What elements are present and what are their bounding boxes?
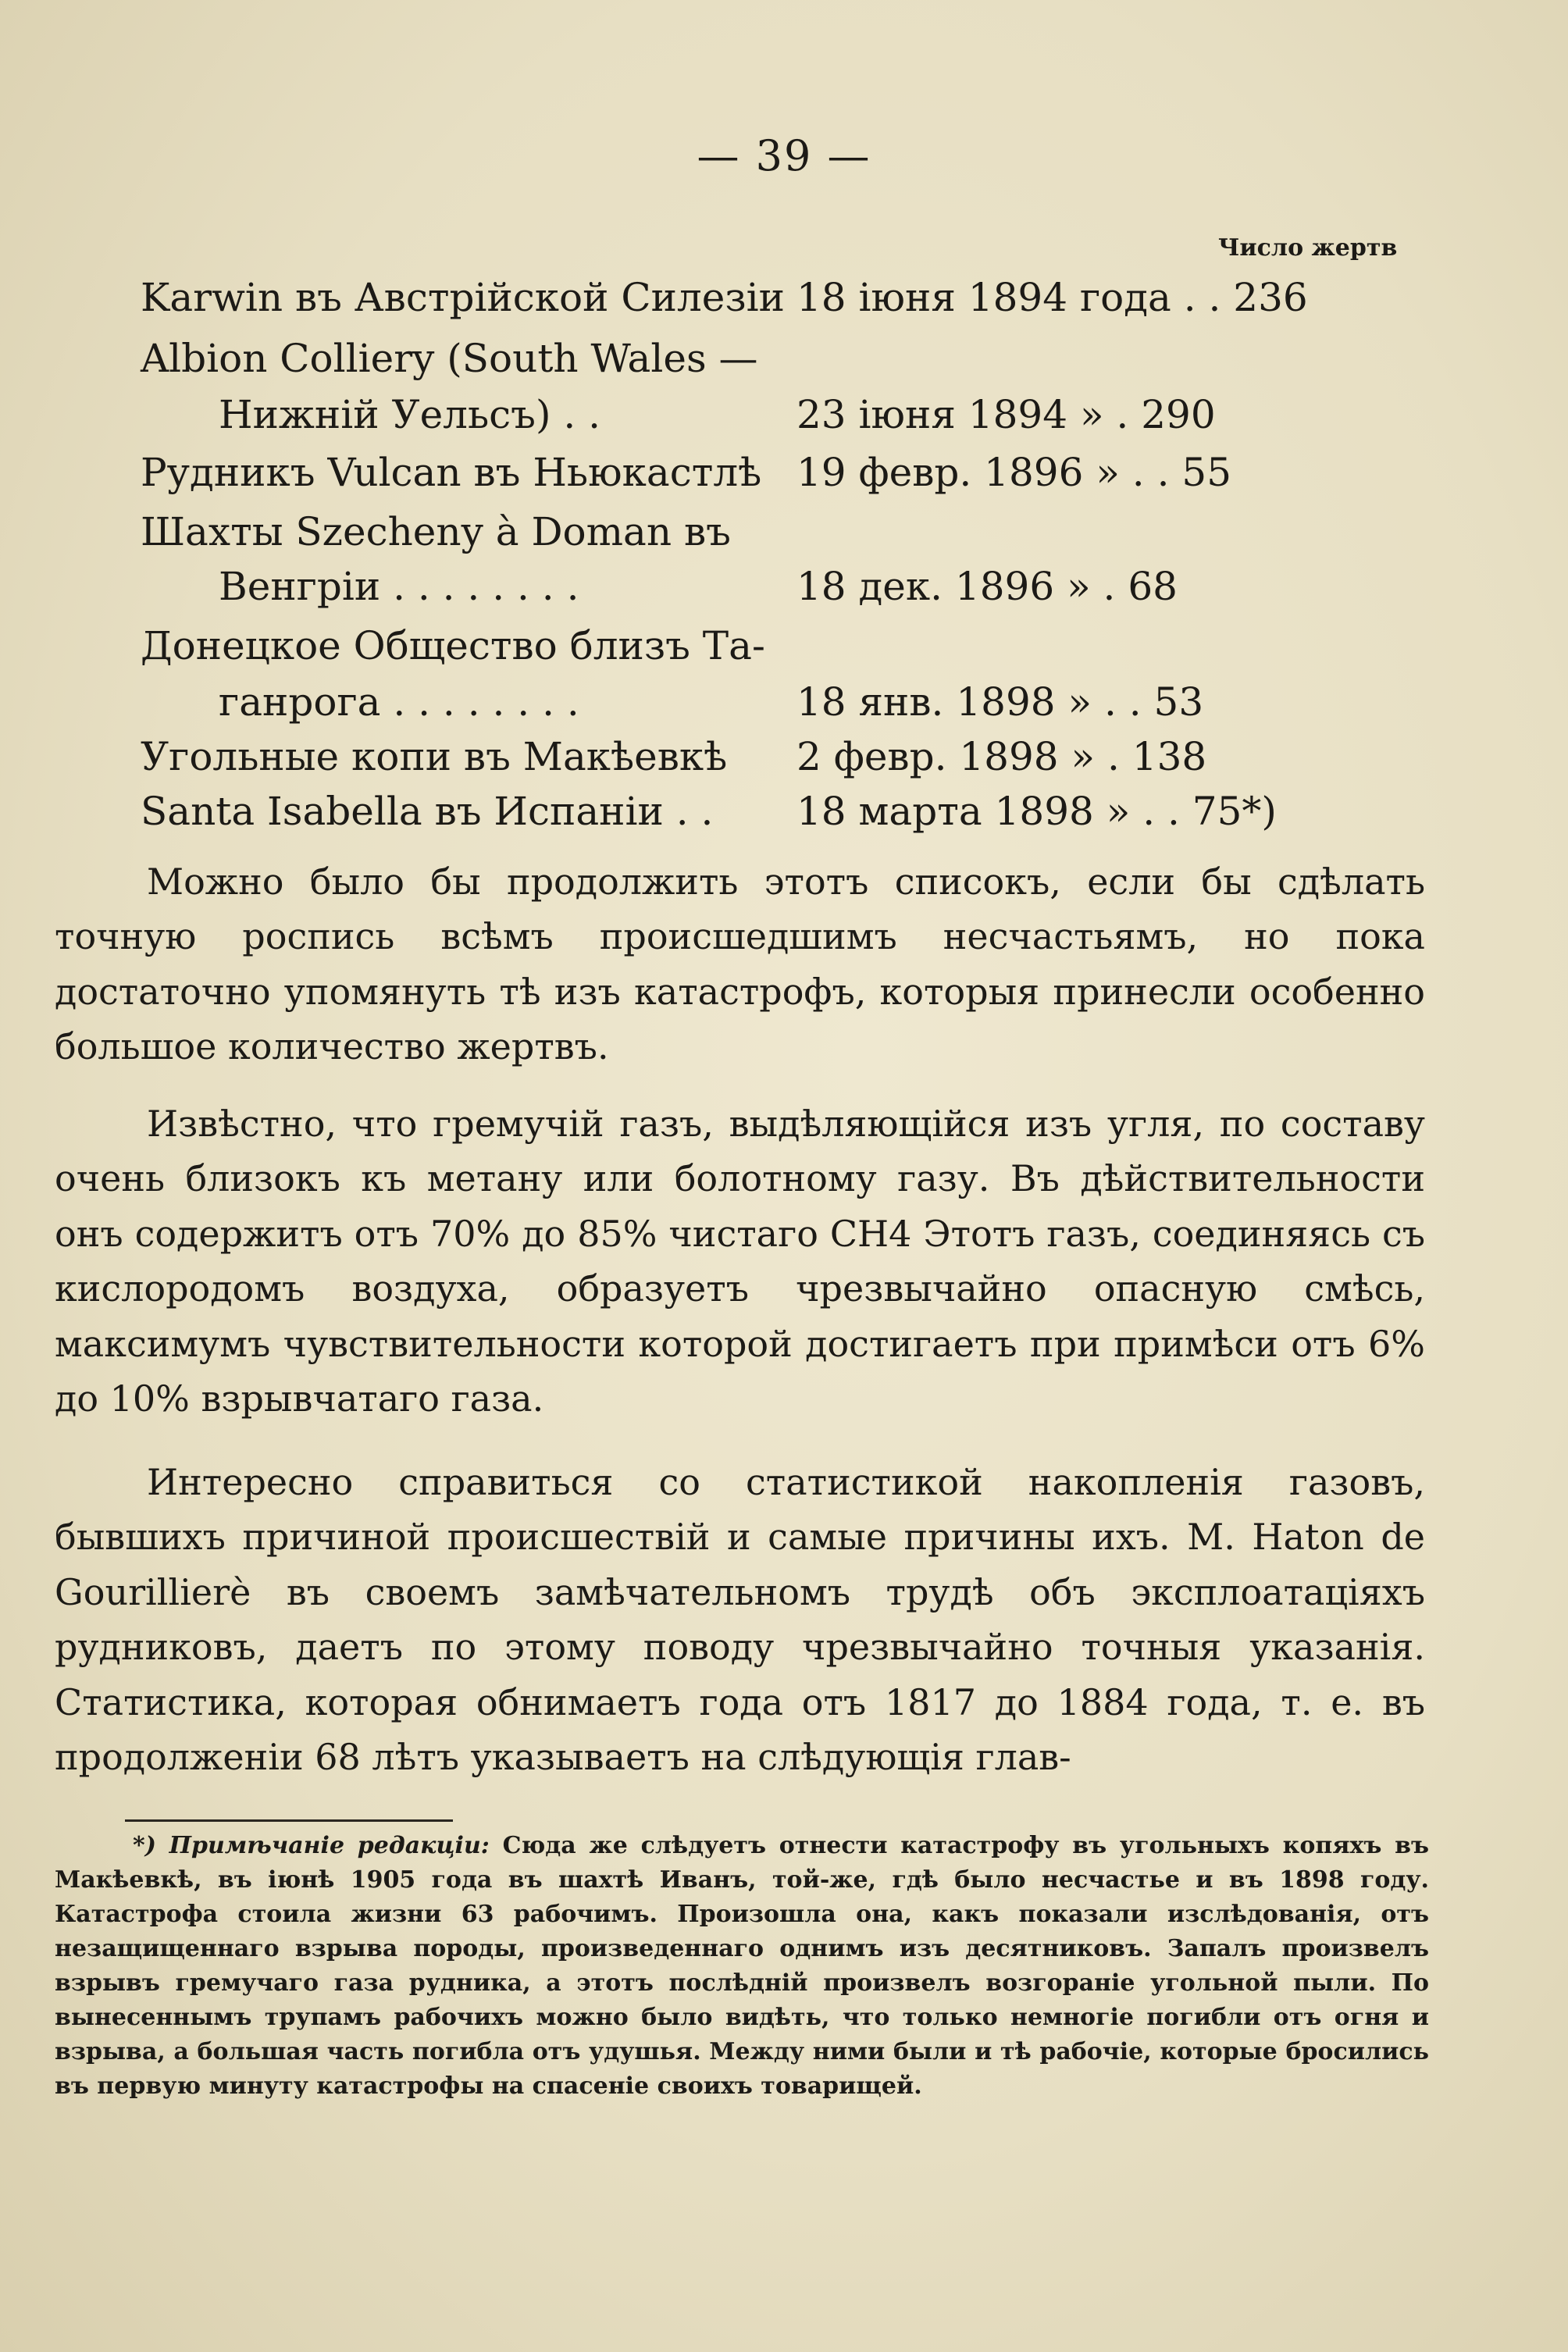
table-place: Santa Isabella въ Испаніи . . bbox=[141, 789, 714, 834]
table-date-count: 19 февр. 1896 » . . 55 bbox=[796, 450, 1232, 495]
footnote-text: Сюда же слѣдуетъ отнести катастрофу въ угольныхъ копяхъ въ Макѣевкѣ, въ іюнѣ 1905 года въ шахтѣ Иванъ, той-же, гдѣ было несчастье и въ 1898 году. Катастрофа стоила жизни 63 рабочимъ. Произошла она, какъ показали изслѣдованія, отъ незащищеннаго взрыва породы, произведеннаго однимъ изъ десятниковъ. Запалъ произвелъ взрывъ гремучаго газа рудника, а этотъ послѣдній произвелъ возгораніе угольной пыли. По вынесеннымъ трупамъ рабочихъ можно было видѣть, что только немногіе погибли отъ огня и взрыва, а большая часть погибла отъ удушья. Между ними были и тѣ рабочіе, которые бросились въ первую минуту катастрофы на спасеніе своихъ товарищей. bbox=[55, 1832, 1429, 2100]
table-place: Рудникъ Vulcan въ Ньюкастлѣ bbox=[141, 450, 762, 495]
table-row bbox=[0, 789, 1568, 843]
table-row bbox=[0, 275, 1568, 330]
page-number: — 39 — bbox=[697, 131, 871, 180]
footnote-divider bbox=[125, 1819, 453, 1822]
table-place: Шахты Szecheny à Doman въ bbox=[141, 509, 731, 554]
table-date-count: 23 іюня 1894 » . 290 bbox=[796, 392, 1216, 437]
body-paragraph: Извѣстно, что гремучій газъ, выдѣляющійся изъ угля, по составу очень близокъ къ метану или болотному газу. Въ дѣйствительности онъ содержитъ отъ 70% до 85% чистаго CH4 Этотъ газъ, соединяясь съ кислородомъ воздуха, образуетъ чрезвычайно опасную смѣсь, максимумъ чувствительности которой достигаетъ при примѣси отъ 6% до 10% взрывчатаго газа. bbox=[55, 1103, 1425, 1420]
footnote-title: *) Примѣчаніе редакціи: bbox=[133, 1832, 490, 1859]
body-paragraph: Интересно справиться со статистикой накопленія газовъ, бывшихъ причиной происшествій и самые причины ихъ. M. Haton de Gourillierè въ своемъ замѣчательномъ трудѣ объ эксплоатаціяхъ рудниковъ, даетъ по этому поводу чрезвычайно точныя указанія. Статистика, которая обнимаетъ года отъ 1817 до 1884 года, т. е. въ продолженіи 68 лѣтъ указываетъ на слѣдующія глав- bbox=[55, 1461, 1425, 1779]
table-row bbox=[0, 734, 1568, 789]
table-place: Донецкое Общество близъ Та- bbox=[141, 623, 765, 668]
table-date-count: 18 янв. 1898 » . . 53 bbox=[796, 679, 1204, 725]
table-row bbox=[0, 509, 1568, 564]
table-place: Karwin въ Австрійской Силезіи bbox=[141, 275, 785, 320]
table-row bbox=[0, 564, 1568, 618]
table-date-count: 18 дек. 1896 » . 68 bbox=[796, 564, 1178, 609]
table-row bbox=[0, 392, 1568, 447]
table-row bbox=[0, 336, 1568, 390]
body-paragraph: Можно было бы продолжить этотъ списокъ, если бы сдѣлать точную роспись всѣмъ происшедшимъ несчастьямъ, но пока достаточно упомянуть тѣ изъ катастрофъ, которыя принесли особенно большое количество жертвъ. bbox=[55, 861, 1425, 1068]
table-row bbox=[0, 623, 1568, 678]
table-place: Венгріи . . . . . . . . bbox=[219, 564, 579, 609]
table-date-count: 18 марта 1898 » . . 75*) bbox=[796, 789, 1277, 834]
table-place: Albion Colliery (South Wales — bbox=[141, 336, 758, 381]
table-place: Угольные копи въ Макѣевкѣ bbox=[141, 734, 728, 779]
table-date-count: 18 іюня 1894 года . . 236 bbox=[796, 275, 1308, 320]
table-place: ганрога . . . . . . . . bbox=[219, 679, 579, 725]
table-row bbox=[0, 679, 1568, 734]
table-row bbox=[0, 450, 1568, 504]
column-caption-victims: Число жертв bbox=[1218, 234, 1398, 262]
footnote bbox=[55, 1829, 1429, 2104]
table-date-count: 2 февр. 1898 » . 138 bbox=[796, 734, 1207, 779]
table-place: Нижній Уельсъ) . . bbox=[219, 392, 601, 437]
